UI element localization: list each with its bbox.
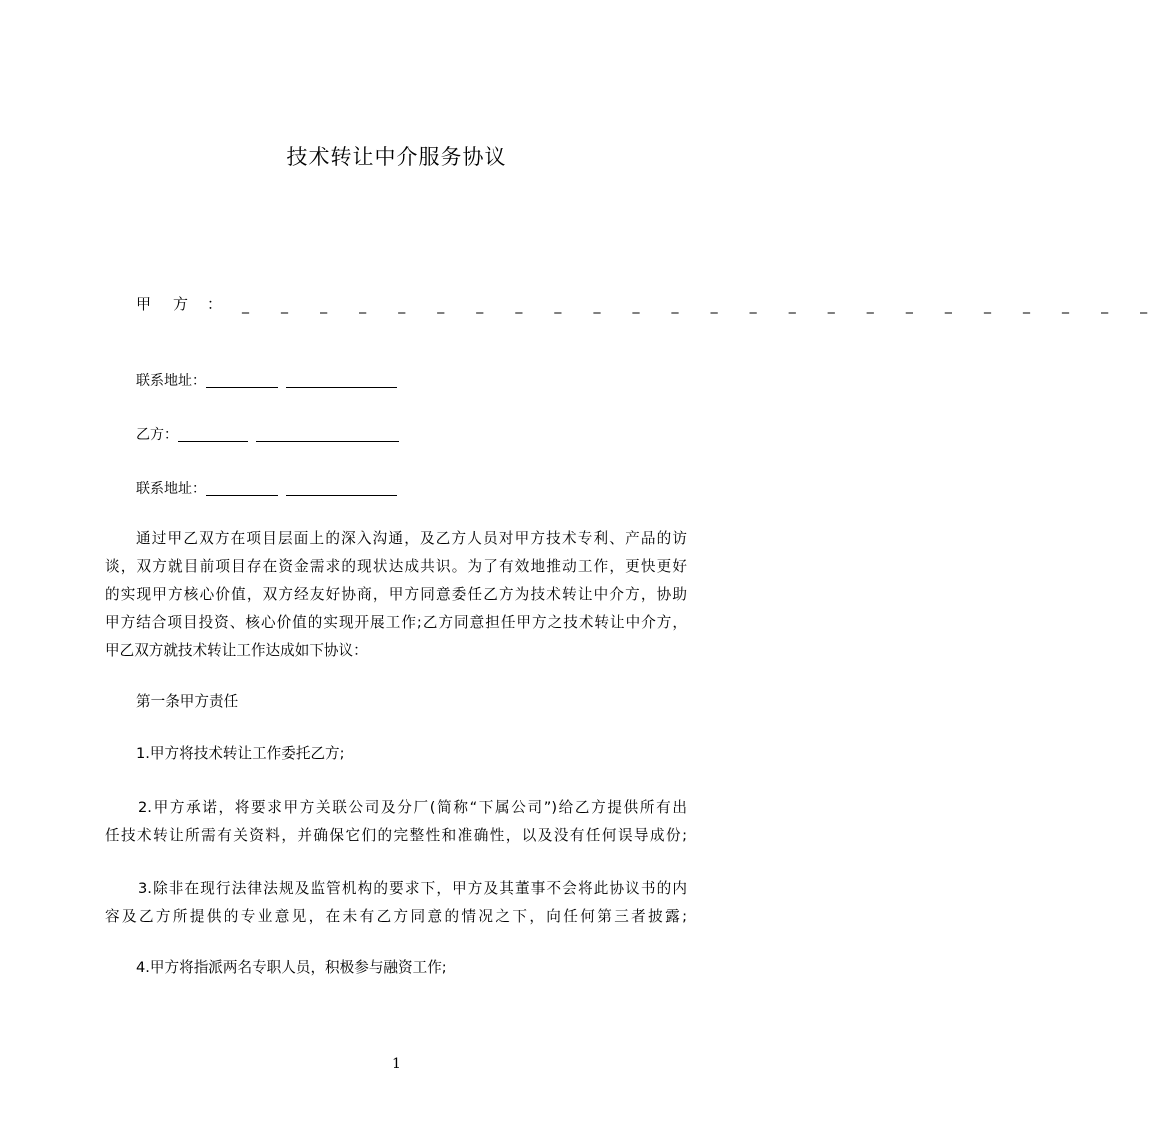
party-a-line	[136, 290, 1161, 318]
party-b-address-line	[136, 476, 397, 502]
party-a-address-line	[136, 368, 397, 394]
address-blank-2[interactable]	[286, 369, 397, 388]
party-b-blank-1[interactable]	[178, 423, 248, 442]
article-1-heading: 第一条甲方责任	[136, 693, 239, 710]
address-blank-4[interactable]	[286, 477, 397, 496]
address-blank-3[interactable]	[206, 477, 278, 496]
item-2	[105, 794, 687, 850]
item-2-line: 2.甲方承诺，将要求甲方关联公司及分厂(简称“下属公司”)给乙方提供所有出	[138, 799, 687, 816]
party-a-label: 甲方	[136, 295, 211, 313]
intro-line: 谈，双方就目前项目存在资金需求的现状达成共识。为了有效地推动工作，更快更好	[105, 558, 687, 575]
intro-paragraph	[105, 525, 687, 665]
contact-address-label-2: 联系地址：	[136, 481, 206, 497]
document-title: 技术转让中介服务协议	[286, 145, 507, 169]
intro-line: 的实现甲方核心价值，双方经友好协商，甲方同意委任乙方为技术转让中介方，协助	[105, 586, 687, 603]
item-4: 4.甲方将指派两名专职人员，积极参与融资工作;	[136, 959, 447, 976]
item-1: 1.甲方将技术转让工作委托乙方;	[136, 745, 345, 762]
contact-address-label: 联系地址：	[136, 373, 206, 389]
party-b-label: 乙方：	[136, 427, 178, 443]
item-3-line: 3.除非在现行法律法规及监管机构的要求下，甲方及其董事不会将此协议书的内	[138, 880, 687, 897]
intro-line: 甲方结合项目投资、核心价值的实现开展工作;乙方同意担任甲方之技术转让中介方，	[105, 614, 687, 631]
intro-line: 通过甲乙双方在项目层面上的深入沟通，及乙方人员对甲方技术专利、产品的访	[136, 530, 687, 547]
item-2-line: 任技术转让所需有关资料，并确保它们的完整性和准确性，以及没有任何误导成份;	[105, 827, 687, 844]
page-number: 1	[392, 1056, 401, 1072]
party-a-colon: ：	[207, 295, 223, 313]
address-blank-1[interactable]	[206, 369, 278, 388]
item-3-line: 容及乙方所提供的专业意见，在未有乙方同意的情况之下，向任何第三者披露;	[105, 908, 687, 925]
party-a-blank[interactable]: _ _ _ _ _ _ _ _ _ _ _ _ _ _ _ _ _ _ _ _ _ _ _ _	[242, 298, 1161, 314]
party-b-line	[136, 422, 399, 448]
item-3	[105, 875, 687, 931]
intro-line: 甲乙双方就技术转让工作达成如下协议：	[105, 642, 368, 659]
party-b-blank-2[interactable]	[256, 423, 399, 442]
